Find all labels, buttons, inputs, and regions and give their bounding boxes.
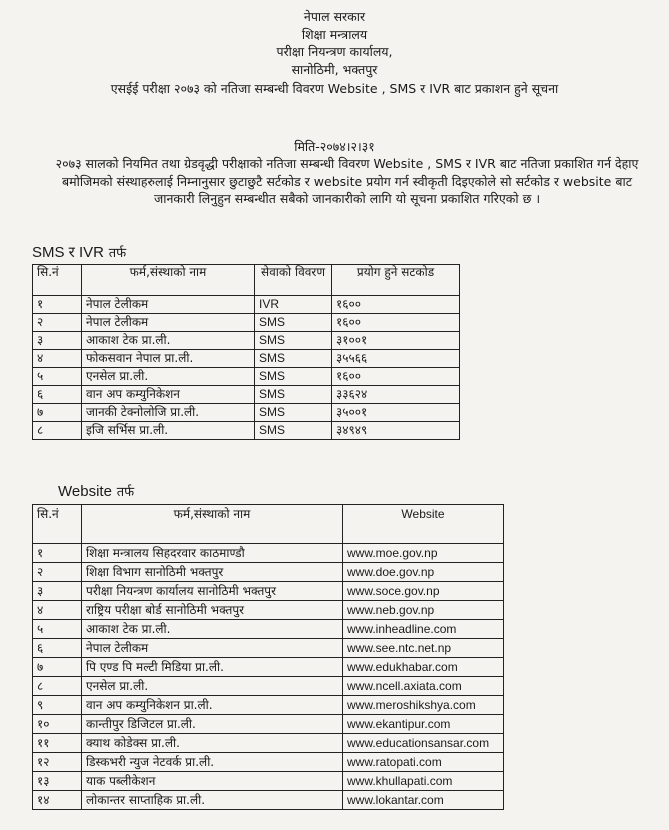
cell-sn: ८ <box>33 677 82 696</box>
table-row <box>33 734 504 753</box>
cell-sn: ३ <box>33 332 82 350</box>
cell-sn: ६ <box>33 386 82 404</box>
table-row <box>33 696 504 715</box>
table-row <box>33 582 504 601</box>
col-header-sn: सि.नं <box>33 265 82 296</box>
sms-section-title: SMS र IVR <box>32 244 104 261</box>
cell-firm: एनसेल प्रा.ली. <box>82 677 343 696</box>
cell-firm: आकाश टेक प्रा.ली. <box>82 620 343 639</box>
cell-sn: १४ <box>33 791 82 810</box>
cell-sn: ५ <box>33 620 82 639</box>
col-header-firm: फर्म,संस्थाको नाम <box>82 505 343 544</box>
cell-sn: ७ <box>33 404 82 422</box>
cell-firm: नेपाल टेलीकम <box>82 639 343 658</box>
table-row <box>33 563 504 582</box>
cell-sn: २ <box>33 563 82 582</box>
table-header-row <box>33 265 460 296</box>
col-header-shortcode: प्रयोग हुने सटकोड <box>332 265 460 296</box>
cell-service: SMS <box>255 422 332 440</box>
cell-sn: ३ <box>33 582 82 601</box>
table-row <box>33 772 504 791</box>
cell-website: www.lokantar.com <box>343 791 504 810</box>
cell-website: www.moe.gov.np <box>343 544 504 563</box>
table-row <box>33 544 504 563</box>
col-header-website: Website <box>343 505 504 544</box>
cell-website: www.khullapati.com <box>343 772 504 791</box>
table-row <box>33 350 460 368</box>
sms-ivr-table <box>32 264 460 440</box>
cell-firm: क्याथ कोडेक्स प्रा.ली. <box>82 734 343 753</box>
website-table <box>32 504 504 810</box>
cell-service: SMS <box>255 332 332 350</box>
cell-firm: आकाश टेक प्रा.ली. <box>82 332 255 350</box>
table-row <box>33 404 460 422</box>
notice-title: एसईई परीक्षा २०७३ को नतिजा सम्बन्धी विवरण Website , SMS र IVR बाट प्रकाशन हुने सूचना <box>110 81 559 96</box>
office-name: परीक्षा नियन्त्रण कार्यालय, <box>276 44 393 59</box>
cell-sn: २ <box>33 314 82 332</box>
table-row <box>33 791 504 810</box>
cell-firm: वान अप कम्युनिकेशन प्रा.ली. <box>82 696 343 715</box>
cell-sn: ११ <box>33 734 82 753</box>
notice-paragraph: २०७३ सालको नियमित तथा ग्रेडवृद्धी परीक्षाको नतिजा सम्बन्धी विवरण Website , SMS र IVR बाट नतिजा प्रकाशित गर्न देहाए बमोजिमको संस्थाहरुलाई निम्नानुसार छुटाछुटै सर्टकोड र website प्रयोग गर्न स्वीकृती दिइएकोले सो सर्टकोड र website बाट जानकारी लिनुहुन सम्बन्धीत सबैको जानकारीको लागि यो सूचना प्रकाशित गरिएको छ । <box>55 156 639 206</box>
sms-section-suffix: तर्फ <box>108 246 127 261</box>
table-header-row <box>33 505 504 544</box>
cell-service: SMS <box>255 386 332 404</box>
cell-shortcode: ३५००१ <box>332 404 460 422</box>
table-row <box>33 296 460 314</box>
cell-website: www.ncell.axiata.com <box>343 677 504 696</box>
table-row <box>33 422 460 440</box>
table-row <box>33 753 504 772</box>
cell-shortcode: ३४९४९ <box>332 422 460 440</box>
web-section-heading <box>58 482 134 500</box>
cell-firm: राष्ट्रिय परीक्षा बोर्ड सानोठिमी भक्तपुर <box>82 601 343 620</box>
table-row <box>33 314 460 332</box>
cell-shortcode: ३५५६६ <box>332 350 460 368</box>
notice-date: मिति-२०७४।२।३१ <box>294 139 375 154</box>
letterhead <box>0 8 669 98</box>
cell-firm: शिक्षा विभाग सानोठिमी भक्तपुर <box>82 563 343 582</box>
web-section-suffix: तर्फ <box>116 485 135 500</box>
cell-sn: १ <box>33 544 82 563</box>
cell-sn: १० <box>33 715 82 734</box>
cell-firm: लोकान्तर साप्ताहिक प्रा.ली. <box>82 791 343 810</box>
cell-shortcode: ३१००१ <box>332 332 460 350</box>
cell-website: www.meroshikshya.com <box>343 696 504 715</box>
cell-website: www.see.ntc.net.np <box>343 639 504 658</box>
cell-firm: इजि सर्भिस प्रा.ली. <box>82 422 255 440</box>
ministry-name: शिक्षा मन्त्रालय <box>301 26 368 42</box>
cell-sn: ४ <box>33 350 82 368</box>
cell-website: www.neb.gov.np <box>343 601 504 620</box>
table-row <box>33 715 504 734</box>
cell-shortcode: १६०० <box>332 314 460 332</box>
table-row <box>33 368 460 386</box>
cell-service: SMS <box>255 404 332 422</box>
cell-shortcode: ३३६२४ <box>332 386 460 404</box>
cell-firm: पि एण्ड पि मल्टी मिडिया प्रा.ली. <box>82 658 343 677</box>
cell-firm: नेपाल टेलीकम <box>82 296 255 314</box>
table-row <box>33 332 460 350</box>
cell-service: IVR <box>255 296 332 314</box>
cell-firm: शिक्षा मन्त्रालय सिहदरवार काठमाण्डौ <box>82 544 343 563</box>
cell-shortcode: १६०० <box>332 296 460 314</box>
cell-sn: ८ <box>33 422 82 440</box>
cell-firm: नेपाल टेलीकम <box>82 314 255 332</box>
table-row <box>33 658 504 677</box>
cell-shortcode: १६०० <box>332 368 460 386</box>
cell-website: www.ratopati.com <box>343 753 504 772</box>
cell-website: www.doe.gov.np <box>343 563 504 582</box>
cell-sn: १ <box>33 296 82 314</box>
cell-sn: ६ <box>33 639 82 658</box>
cell-service: SMS <box>255 350 332 368</box>
cell-firm: फोकसवान नेपाल प्रा.ली. <box>82 350 255 368</box>
cell-firm: जानकी टेक्नोलोजि प्रा.ली. <box>82 404 255 422</box>
sms-section-heading <box>32 242 126 262</box>
cell-firm: डिस्कभरी न्युज नेटवर्क प्रा.ली. <box>82 753 343 772</box>
cell-sn: १२ <box>33 753 82 772</box>
table-row <box>33 386 460 404</box>
cell-website: www.educationsansar.com <box>343 734 504 753</box>
col-header-sn: सि.नं <box>33 505 82 544</box>
cell-firm: वान अप कम्युनिकेशन <box>82 386 255 404</box>
table-row <box>33 639 504 658</box>
cell-website: www.soce.gov.np <box>343 582 504 601</box>
cell-firm: याक पब्लीकेशन <box>82 772 343 791</box>
government-name: नेपाल सरकार <box>303 9 366 24</box>
cell-sn: ९ <box>33 696 82 715</box>
cell-service: SMS <box>255 314 332 332</box>
col-header-service: सेवाको विवरण <box>255 265 332 296</box>
table-row <box>33 620 504 639</box>
cell-firm: परीक्षा नियन्त्रण कार्यालय सानोठिमी भक्तपुर <box>82 582 343 601</box>
cell-sn: ७ <box>33 658 82 677</box>
cell-website: www.inheadline.com <box>343 620 504 639</box>
cell-sn: १३ <box>33 772 82 791</box>
cell-sn: ४ <box>33 601 82 620</box>
col-header-firm: फर्म,संस्थाको नाम <box>82 265 255 296</box>
cell-website: www.edukhabar.com <box>343 658 504 677</box>
cell-firm: एनसेल प्रा.ली. <box>82 368 255 386</box>
office-address: सानोठिमी, भक्तपुर <box>291 61 378 77</box>
cell-sn: ५ <box>33 368 82 386</box>
table-row <box>33 677 504 696</box>
web-section-title: Website <box>58 483 112 500</box>
cell-firm: कान्तीपुर डिजिटल प्रा.ली. <box>82 715 343 734</box>
table-row <box>33 601 504 620</box>
cell-website: www.ekantipur.com <box>343 715 504 734</box>
cell-service: SMS <box>255 368 332 386</box>
